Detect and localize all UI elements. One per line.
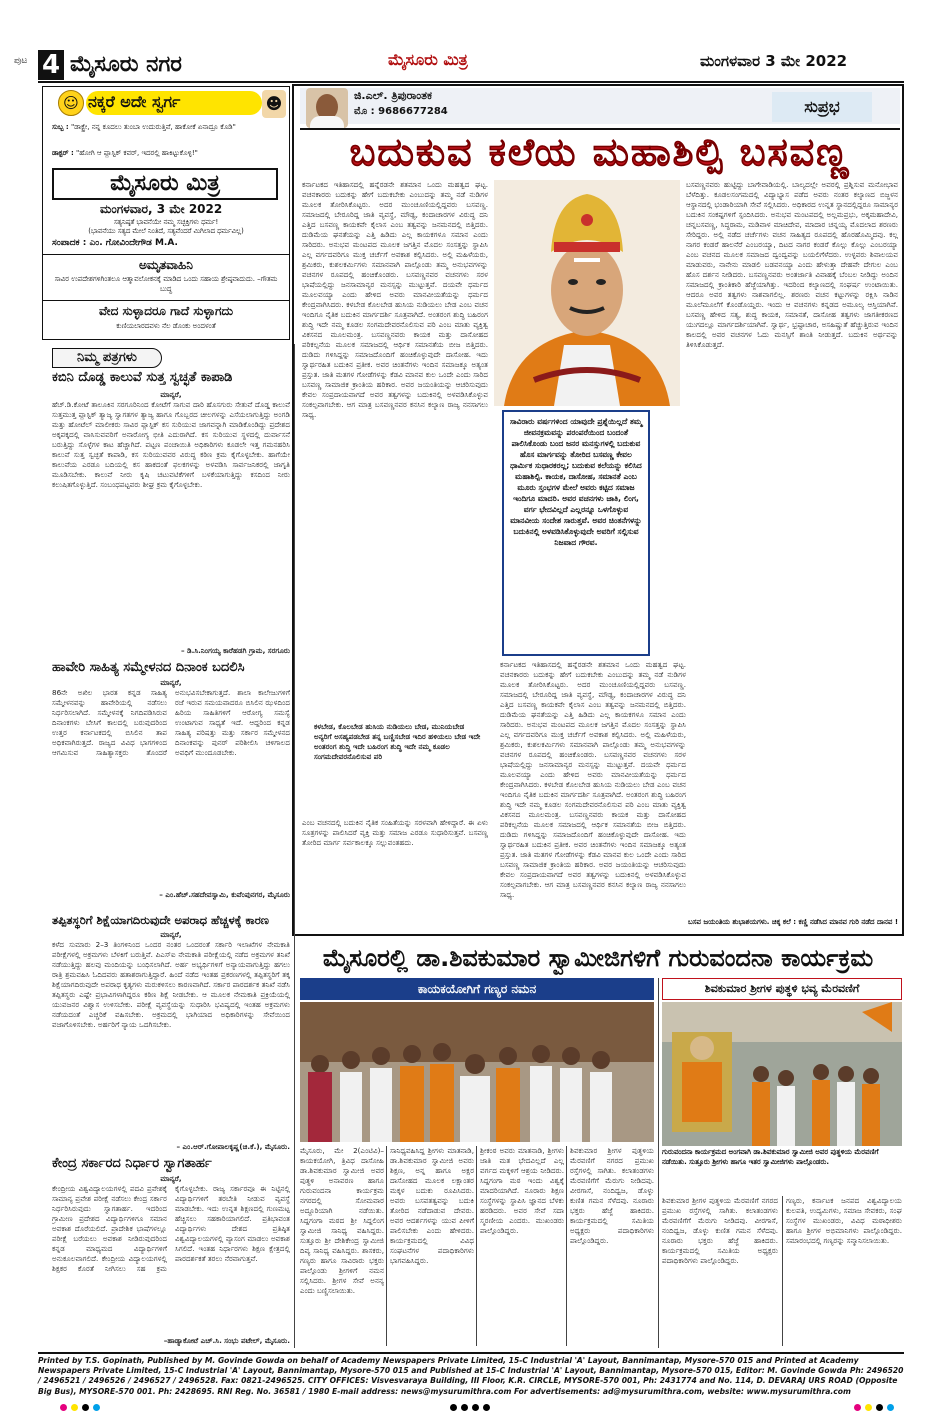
letter-4-sign: –ಹಾಡ್ಯಾಕೋಟೆ ಎಚ್.ಸಿ. ಸಂಭು ಪಟೇಲ್, ಮೈಸೂರು. bbox=[163, 1336, 290, 1345]
black-dot bbox=[876, 1404, 883, 1411]
letter-4-salute: ಮಾನ್ಯರೆ, bbox=[160, 1174, 182, 1183]
pull-quote: ಸಾವಿರಾರು ವರ್ಷಗಳಿಂದ ಯಾವುದೇ ಪ್ರಶ್ನೆಯಿಲ್ಲದೆ ತಮ್ಮ ಜೀವನಕ್ರಮವನ್ನು ಪರಂಪರೆಯಿಂದ ಬಂದಂತೆ ಪಾಲಿಸಿಕೊಂಡು ಬಂದ ಜನರ ಮನಸ್ಸುಗಳಲ್ಲಿ ಬದುಕುವ ಹೊಸ ಮಾರ್ಗವನ್ನು ತೋರಿದ ಬಸವಣ್ಣ ಕೇವಲ ಧಾರ್ಮಿಕ ಸುಧಾರಕರಲ್ಲ; ಬದುಕುವ ಕಲೆಯನ್ನು ಕಲಿಸಿದ ಮಹಾಶಿಲ್ಪಿ. ಕಾಯಕ, ದಾಸೋಹ, ಸಮಾನತೆ ಎಂಬ ಮೂರು ಸ್ತಂಭಗಳ ಮೇಲೆ ಅವರು ಕಟ್ಟಿದ ಸಮಾಜ ಇಂದಿಗೂ ಮಾದರಿ. ಅವರ ವಚನಗಳು ಜಾತಿ, ಲಿಂಗ, ವರ್ಗ ಭೇದವಿಲ್ಲದೆ ಎಲ್ಲರನ್ನೂ ಒಳಗೊಳ್ಳುವ ಮಾನವೀಯ ಸಂದೇಶ ಸಾರುತ್ತವೆ. ಅವರ ಚಿಂತನೆಗಳನ್ನು ಬದುಕಿನಲ್ಲಿ ಅಳವಡಿಸಿಕೊಳ್ಳುವುದೇ ಅವರಿಗೆ ಸಲ್ಲಿಸುವ ನಿಜವಾದ ಗೌರವ. bbox=[502, 410, 650, 656]
feature-verse: ಕಳಬೇಡ, ಕೊಲಬೇಡ ಹುಸಿಯ ನುಡಿಯಲು ಬೇಡ, ಮುನಿಯಬೇಡ ಅನ್ಯರಿಗೆ ಅಸಹ್ಯಪಡಬೇಡ ತನ್ನ ಬಣ್ಣಿಸಬೇಡ ಇದಿರ ಹಳಿಯಲು ಬೇಡ ಇದೇ ಅಂತರಂಗ ಶುದ್ಧಿ ಇದೇ ಬಹಿರಂಗ ಶುದ್ಧಿ ಇದೇ ನಮ್ಮ ಕೂಡಲ ಸಂಗಮದೇವರನೊಲಿಸುವ ಪರಿ bbox=[314, 722, 481, 761]
photo2-title: ಶಿವಕುಮಾರ ಶ್ರೀಗಳ ಪುತ್ಥಳಿ ಭವ್ಯ ಮೆರವಣಿಗೆ bbox=[662, 978, 902, 1000]
cartoon-icon: ☻ bbox=[262, 90, 286, 118]
news-strap: ಕಾಯಕಯೋಗಿಗೆ ಗಣ್ಯರ ನಮನ bbox=[300, 978, 654, 1000]
letters-badge: ನಿಮ್ಮ ಪತ್ರಗಳು bbox=[52, 348, 162, 368]
letter-1-salute: ಮಾನ್ಯರೆ, bbox=[160, 390, 182, 399]
joke-q2-text: "ಹೋಗಿ ಆ ಪ್ಲಾಸ್ಟಿಕ್ ಕವರ್, ಇದರಲ್ಲಿ ಹಾಕಿಟ್ಟುಕೊಳ್ಳಿ!" bbox=[76, 149, 198, 157]
letter-3-title: ತಪ್ಪಿತಸ್ಥರಿಗೆ ಶಿಕ್ಷೆಯಾಗದಿರುವುದೇ ಅಪರಾಧ ಹೆಚ್ಚಳಕ್ಕೆ ಕಾರಣ bbox=[52, 913, 269, 927]
editor-line: ಸಂಪಾದಕ : ಎಂ. ಗೋವಿಂದೇಗೌಡ M.A. bbox=[52, 238, 178, 248]
smiley-icon: ☺ bbox=[58, 90, 84, 116]
joke-q2-label: ಡಾಕ್ಟರ್ : bbox=[52, 149, 74, 157]
black-dot bbox=[472, 1404, 479, 1411]
feature-col-1-cont: ಎಂಬ ವಚನದಲ್ಲಿ ಬದುಕಿನ ನೈತಿಕ ಸಂಹಿತೆಯನ್ನು ಸರಳವಾಗಿ ಹೇಳಿದ್ದಾರೆ. ಈ ಏಳು ಸೂತ್ರಗಳನ್ನು ಪಾಲಿಸಿದರೆ ವ್ಯಕ್ತಿ ಮತ್ತು ಸಮಾಜ ಎರಡೂ ಸುಧಾರಿಸುತ್ತವೆ. ಬಸವಣ್ಣ ತೋರಿದ ಮಾರ್ಗ ಸರ್ವಕಾಲಕ್ಕೂ ಸಲ್ಲುವಂತಹದು. bbox=[302, 818, 488, 847]
news-body-3: ಶ್ರೀಕಂಠ ಅವರು ಮಾತನಾಡಿ, ಶ್ರೀಗಳು ಜಾತಿ ಮತ ಭೇದವಿಲ್ಲದೆ ಎಲ್ಲ ವರ್ಗದ ಮಕ್ಕಳಿಗೆ ಆಶ್ರಯ ನೀಡಿದರು. ಸಿದ್ದಗಂಗಾ ಮಠ ಇಂದು ವಿಶ್ವಕ್ಕೆ ಮಾದರಿಯಾಗಿದೆ. ನೂರಾರು ಶಿಕ್ಷಣ ಸಂಸ್ಥೆಗಳನ್ನು ಸ್ಥಾಪಿಸಿ ಜ್ಞಾನದ ಬೆಳಕು ಹರಡಿದರು. ಅವರ ಸೇವೆ ಸದಾ ಸ್ಮರಣೀಯ ಎಂದರು. ಮುಖಂಡರು ಪಾಲ್ಗೊಂಡಿದ್ದರು. bbox=[480, 1146, 564, 1235]
feature-title: ಬದುಕುವ ಕಲೆಯ ಮಹಾಶಿಲ್ಪಿ ಬಸವಣ್ಣ bbox=[349, 130, 851, 174]
yellow-dot bbox=[71, 1404, 78, 1411]
letter-4-body: ಕೇಂದ್ರೀಯ ವಿಶ್ವವಿದ್ಯಾಲಯಗಳಲ್ಲಿ ಪದವಿ ಪ್ರವೇಶಕ್ಕೆ ಸಾಮಾನ್ಯ ಪ್ರವೇಶ ಪರೀಕ್ಷೆ ನಡೆಸಲು ಕೇಂದ್ರ ಸರ್ಕಾರ ನಿರ್ಧರಿಸಿರುವುದು ಸ್ವಾಗತಾರ್ಹ. ಇದರಿಂದ ಗ್ರಾಮೀಣ ಪ್ರದೇಶದ ವಿದ್ಯಾರ್ಥಿಗಳಿಗೂ ಸಮಾನ ಅವಕಾಶ ದೊರೆಯಲಿದೆ. ಪ್ರಾದೇಶಿಕ ಭಾಷೆಗಳಲ್ಲೂ ಪರೀಕ್ಷೆ ಬರೆಯಲು ಅವಕಾಶ ನೀಡಿರುವುದರಿಂದ ಕನ್ನಡ ಮಾಧ್ಯಮದ ವಿದ್ಯಾರ್ಥಿಗಳಿಗೆ ಅನುಕೂಲವಾಗಲಿದೆ. ಕೇಂದ್ರೀಯ ವಿದ್ಯಾಲಯಗಳಲ್ಲಿ ಶಿಕ್ಷಕರ ಕೊರತೆ ನೀಗಿಸಲು ಸಹ ಕ್ರಮ ಕೈಗೊಳ್ಳಬೇಕು. ರಾಜ್ಯ ಸರ್ಕಾರವೂ ಈ ನಿಟ್ಟಿನಲ್ಲಿ ವಿದ್ಯಾರ್ಥಿಗಳಿಗೆ ತರಬೇತಿ ನೀಡುವ ವ್ಯವಸ್ಥೆ ಮಾಡಬೇಕು. ಇದು ಉನ್ನತ ಶಿಕ್ಷಣದಲ್ಲಿ ಗುಣಮಟ್ಟ ಹೆಚ್ಚಿಸಲು ಸಹಕಾರಿಯಾಗಲಿದೆ. ಪ್ರತಿಭಾವಂತ ವಿದ್ಯಾರ್ಥಿಗಳು ದೇಶದ ಪ್ರತಿಷ್ಠಿತ ವಿಶ್ವವಿದ್ಯಾಲಯಗಳಲ್ಲಿ ವ್ಯಾಸಂಗ ಮಾಡಲು ಅವಕಾಶ ಸಿಗಲಿದೆ. ಇಂತಹ ನಿರ್ಧಾರಗಳು ಶಿಕ್ಷಣ ಕ್ಷೇತ್ರದಲ್ಲಿ ಪಾರದರ್ಶಕತೆ ತರಲು ನೆರವಾಗುತ್ತವೆ. bbox=[52, 1184, 290, 1273]
letter-1-sign: – ಡಿ.ಸಿ.ನಿಂಗಯ್ಯ ಕಾರೆಹಡಗಿ ಗ್ರಾಮ, ಸರಗೂರು bbox=[180, 646, 290, 655]
column-divider bbox=[294, 344, 295, 1348]
column-divider bbox=[386, 1146, 387, 1346]
joke-q1-label: ಸುಬ್ಬ : bbox=[52, 123, 69, 131]
basavanna-portrait bbox=[494, 180, 680, 406]
motto-line-1: ಸತ್ಯನಿಷ್ಠತೆ ಭಾವನೆಯೇ ನಮ್ಮ ಸಚ್ಛಕ್ತಿಗಳು ಧರ್ಮ! bbox=[113, 218, 219, 226]
magenta-dot bbox=[854, 1404, 861, 1411]
veda-title: ವೇದ ಸುಳ್ಳಾದರೂ ಗಾದೆ ಸುಳ್ಳಾಗದು bbox=[98, 304, 234, 318]
header-date: ಮಂಗಳವಾರ 3 ಮೇ 2022 bbox=[700, 52, 848, 70]
mysuru-mithra-logo: ಮೈಸೂರು ಮಿತ್ರ bbox=[52, 168, 278, 200]
motto-line-2: (ಭಾವನೆಯು ಸತ್ಯದ ಮೇಲೆ ನಿಂತಿದೆ, ಸತ್ಯವೆಂದರೆ ಮಿಗಿಲಾದ ಧರ್ಮವಿಲ್ಲ) bbox=[88, 227, 244, 235]
cyan-dot bbox=[93, 1404, 100, 1411]
joke-q1 bbox=[52, 122, 286, 132]
amrita-title: ಅಮೃತವಾಹಿನಿ bbox=[139, 258, 193, 272]
footer-imprint: Printed by T.S. Gopinath, Published by M. Govinde Gowda on behalf of Academy Newspapers Private Limited, 15-C Industrial 'A' Layout, Bannimantap, Mysore-570 015 and Printed at Academy Newspapers Private Limited, 15-C Industrial 'A' Layout, Bannimantap, Mysore-570 015 and Published at 15-C Industrial 'A' Layout, Bannimantap, Mysore-570 015, Editor: M. Govinde Gowda Ph: 2496520 / 2496521 / 2496526 / 2496527 / 2496528. Fax: 0821-2496525. CITY OFFICES: Visvesvaraya Building, III Floor, K.R. CIRCLE, MYSORE-570 001, Ph: 2431774 and No. 114, D. DEVARAJ URS ROAD (Opposite Big Bus), MYSORE-570 001. Ph: 2428695. RNI Reg. No. 36581 / 1980 E-mail address: news@mysurumithra.com For advertisements: ad@mysurumithra.com, website: www.mysurumithra.com bbox=[38, 1356, 904, 1396]
yellow-dot bbox=[865, 1404, 872, 1411]
nakkare-title: ನಕ್ಕರೆ ಅದೇ ಸ್ವರ್ಗ bbox=[88, 92, 181, 111]
black-dot bbox=[483, 1404, 490, 1411]
page-number: 4 bbox=[38, 50, 64, 80]
magenta-dot bbox=[60, 1404, 67, 1411]
page-label: ಪುಟ bbox=[14, 56, 28, 66]
column-divider bbox=[658, 978, 659, 1348]
author-photo bbox=[306, 88, 348, 128]
news-body-2: ಸಾನಿಧ್ಯವಹಿಸಿದ್ದ ಶ್ರೀಗಳು ಮಾತನಾಡಿ, ಡಾ.ಶಿವಕುಮಾರ ಸ್ವಾಮೀಜಿ ಅವರು ಶಿಕ್ಷಣ, ಅನ್ನ ಹಾಗೂ ಅಕ್ಷರ ದಾಸೋಹದ ಮೂಲಕ ಲಕ್ಷಾಂತರ ಮಕ್ಕಳ ಬದುಕು ರೂಪಿಸಿದರು. ಅವರು ಬಸವತತ್ವವನ್ನು ಬದುಕಿ ತೋರಿದ ನಡೆದಾಡುವ ದೇವರು. ಅವರ ಆದರ್ಶಗಳನ್ನು ಯುವ ಪೀಳಿಗೆ ಪಾಲಿಸಬೇಕು ಎಂದು ಹೇಳಿದರು. ಕಾರ್ಯಕ್ರಮದಲ್ಲಿ ವಿವಿಧ ಸಂಘಟನೆಗಳ ಪದಾಧಿಕಾರಿಗಳು ಭಾಗವಹಿಸಿದ್ದರು. bbox=[390, 1146, 474, 1265]
veda-text: ಕುಣಿಯಲಾರದವಳು ನೆಲ ಡೊಂಕು ಅಂದಳಂತೆ bbox=[116, 322, 216, 330]
letter-2-body: 86ನೇ ಅಖಿಲ ಭಾರತ ಕನ್ನಡ ಸಾಹಿತ್ಯ ಸಮ್ಮೇಳನವನ್ನು ಹಾವೇರಿಯಲ್ಲಿ ನಡೆಸಲು ನಿರ್ಧರಿಸಲಾಗಿದೆ. ಸಮ್ಮೇಳನಕ್ಕೆ ನಿಗದಿಪಡಿಸಿರುವ ದಿನಾಂಕಗಳು ಬೇಸಿಗೆ ಕಾಲದಲ್ಲಿ ಬರುವುದರಿಂದ ಉತ್ತರ ಕರ್ನಾಟಕದಲ್ಲಿ ಬಿಸಿಲಿನ ತಾಪ ಅಧಿಕವಾಗಿರುತ್ತದೆ. ರಾಜ್ಯದ ವಿವಿಧ ಭಾಗಗಳಿಂದ ಆಗಮಿಸುವ ಸಾಹಿತ್ಯಾಸಕ್ತರು ತೊಂದರೆ ಅನುಭವಿಸಬೇಕಾಗುತ್ತದೆ. ಶಾಲಾ ಕಾಲೇಜುಗಳಿಗೆ ರಜೆ ಇರುವ ಸಮಯವಾದರೂ ಬಿಸಿಲಿನ ಝಳದಿಂದ ಹಿರಿಯ ಸಾಹಿತಿಗಳಿಗೆ ಆರೋಗ್ಯ ಸಮಸ್ಯೆ ಉಂಟಾಗುವ ಸಾಧ್ಯತೆ ಇದೆ. ಆದ್ದರಿಂದ ಕನ್ನಡ ಸಾಹಿತ್ಯ ಪರಿಷತ್ತು ಮತ್ತು ಸರ್ಕಾರ ಸಮ್ಮೇಳನದ ದಿನಾಂಕವನ್ನು ಪುನರ್ ಪರಿಶೀಲಿಸಿ ಚಳಿಗಾಲದ ಅವಧಿಗೆ ಮುಂದೂಡಬೇಕು. bbox=[52, 688, 290, 757]
news-body-6: ಗಣ್ಯರು, ಕರ್ನಾಟಕ ಜನಪದ ವಿಶ್ವವಿದ್ಯಾಲಯ ಕುಲಪತಿ, ಉದ್ಯಮಿಗಳು, ಸಮಾಜ ಸೇವಕರು, ಸಂಘ ಸಂಸ್ಥೆಗಳ ಮುಖಂಡರು, ವಿವಿಧ ಮಠಾಧೀಶರು ಹಾಗೂ ಶ್ರೀಗಳ ಅಭಿಮಾನಿಗಳು ಪಾಲ್ಗೊಂಡಿದ್ದರು. ಸಮಾರಂಭದಲ್ಲಿ ಗಣ್ಯರನ್ನು ಸನ್ಮಾನಿಸಲಾಯಿತು. bbox=[786, 1196, 902, 1245]
joke-q1-text: "ಡಾಕ್ಟ್ರೇ, ನನ್ನ ಕೂದಲು ತುಂಬಾ ಉದುರುತ್ತಿವೆ, ಹಾಕೋಕೆ ಏನಾದ್ರೂ ಕೊಡಿ" bbox=[70, 123, 236, 131]
feature-col-2-cont: ಕರ್ನಾಟಕದ ಇತಿಹಾಸದಲ್ಲಿ ಹನ್ನೆರಡನೇ ಶತಮಾನ ಒಂದು ಮಹತ್ವದ ಘಟ್ಟ. ವಚನಕಾರರು ಬದುಕನ್ನು ಹೇಗೆ ಬದುಕಬೇಕು ಎಂಬುದನ್ನು ತಮ್ಮ ನಡೆ ನುಡಿಗಳ ಮೂಲಕ ತೋರಿಸಿಕೊಟ್ಟರು. ಅದರ ಮುಂಚೂಣಿಯಲ್ಲಿದ್ದವರು ಬಸವಣ್ಣ. ಸಮಾಜದಲ್ಲಿ ಬೇರೂರಿದ್ದ ಜಾತಿ ವ್ಯವಸ್ಥೆ, ಮೌಢ್ಯ, ಕಂದಾಚಾರಗಳ ವಿರುದ್ಧ ದನಿ ಎತ್ತಿದ ಬಸವಣ್ಣ ಕಾಯಕವೇ ಕೈಲಾಸ ಎಂಬ ತತ್ವವನ್ನು ಜನಮನದಲ್ಲಿ ಬಿತ್ತಿದರು. ದುಡಿಮೆಯ ಘನತೆಯನ್ನು ಎತ್ತಿ ಹಿಡಿದು ಎಲ್ಲ ಕಾಯಕಗಳೂ ಸಮಾನ ಎಂದು ಸಾರಿದರು. ಅನುಭವ ಮಂಟಪದ ಮೂಲಕ ಜಗತ್ತಿನ ಮೊದಲ ಸಂಸತ್ತನ್ನು ಸ್ಥಾಪಿಸಿ ಎಲ್ಲ ವರ್ಗದವರಿಗೂ ಮುಕ್ತ ಚರ್ಚೆಗೆ ಅವಕಾಶ ಕಲ್ಪಿಸಿದರು. ಅಲ್ಲಿ ಮಹಿಳೆಯರು, ಶ್ರಮಿಕರು, ಕುಶಲಕರ್ಮಿಗಳು ಸಮಾನವಾಗಿ ಪಾಲ್ಗೊಂಡು ತಮ್ಮ ಅನುಭವಗಳನ್ನು ವಚನಗಳ ರೂಪದಲ್ಲಿ ಹಂಚಿಕೊಂಡರು. ಬಸವಣ್ಣನವರ ವಚನಗಳು ಸರಳ ಭಾಷೆಯಲ್ಲಿದ್ದು ಜನಸಾಮಾನ್ಯರ ಮನಸ್ಸನ್ನು ಮುಟ್ಟುತ್ತವೆ. ದಯವೇ ಧರ್ಮದ ಮೂಲವಯ್ಯಾ ಎಂದು ಹೇಳಿದ ಅವರು ಮಾನವೀಯತೆಯನ್ನು ಧರ್ಮದ ಕೇಂದ್ರವಾಗಿಸಿದರು. ಕಳಬೇಡ ಕೊಲಬೇಡ ಹುಸಿಯ ನುಡಿಯಲು ಬೇಡ ಎಂಬ ವಚನ ಇಂದಿಗೂ ನೈತಿಕ ಬದುಕಿನ ಮಾರ್ಗದರ್ಶಿ ಸೂತ್ರವಾಗಿದೆ. ಅಂತರಂಗ ಶುದ್ಧಿ ಬಹಿರಂಗ ಶುದ್ಧಿ ಇದೇ ನಮ್ಮ ಕೂಡಲ ಸಂಗಮದೇವರನೊಲಿಸುವ ಪರಿ ಎಂಬ ಮಾತು ವ್ಯಕ್ತಿತ್ವ ವಿಕಸನದ ಮೂಲಮಂತ್ರ. ಬಸವಣ್ಣನವರು ಕಾಯಕ ಮತ್ತು ದಾಸೋಹದ ಪರಿಕಲ್ಪನೆಯ ಮೂಲಕ ಸಮಾಜದಲ್ಲಿ ಆರ್ಥಿಕ ಸಮಾನತೆಯ ಬೀಜ ಬಿತ್ತಿದರು. ದುಡಿದು ಗಳಿಸಿದ್ದನ್ನು ಸಮಾಜದೊಂದಿಗೆ ಹಂಚಿಕೊಳ್ಳುವುದೇ ದಾಸೋಹ. ಇದು ಸ್ವಾರ್ಥರಹಿತ ಬದುಕಿನ ಪ್ರತೀಕ. ಅವರ ಚಿಂತನೆಗಳು ಇಂದಿನ ಸಮಾಜಕ್ಕೂ ಅತ್ಯಂತ ಪ್ರಸ್ತುತ. ಜಾತಿ ಮತಗಳ ಗೋಡೆಗಳನ್ನು ಕೆಡವಿ ಮಾನವ ಕುಲ ಒಂದೇ ಎಂದು ಸಾರಿದ ಬಸವಣ್ಣ ಸಾಮಾಜಿಕ ಕ್ರಾಂತಿಯ ಹರಿಕಾರ. ಅವರ ಜಯಂತಿಯನ್ನು ಆಚರಿಸುವುದು ಕೇವಲ ಸಂಪ್ರದಾಯವಾಗದೆ ಅವರ ತತ್ವಗಳನ್ನು ಬದುಕಿನಲ್ಲಿ ಅಳವಡಿಸಿಕೊಳ್ಳುವ ಸಂಕಲ್ಪವಾಗಬೇಕು. ಆಗ ಮಾತ್ರ ಬಸವಣ್ಣನವರ ಕನಸಿನ ಕಲ್ಯಾಣ ರಾಜ್ಯ ನನಸಾಗಲು ಸಾಧ್ಯ. bbox=[500, 660, 686, 899]
registration-marks-center bbox=[450, 1404, 490, 1411]
feature-signoff: ಬಸವ ಜಯಂತಿಯ ಶುಭಾಶಯಗಳು. ಚಿಕ್ಕ ಕಲೆ : ಕಣ್ಣಿ ನಡೆಸಿದ ಮಾನವ ಗುರಿ ನಡೆದ ದಾನವ ! bbox=[688, 918, 899, 926]
news-photo-1 bbox=[300, 1002, 654, 1142]
news-body-1: ಮೈಸೂರು, ಮೇ 2(ಎಂಟಿವಿ)– ಕಾಯಕಯೋಗಿ, ತ್ರಿವಿಧ ದಾಸೋಹಿ ಡಾ.ಶಿವಕುಮಾರ ಸ್ವಾಮೀಜಿ ಅವರ ಪುತ್ಥಳಿ ಅನಾವರಣ ಹಾಗೂ ಗುರುವಂದನಾ ಕಾರ್ಯಕ್ರಮ ನಗರದಲ್ಲಿ ಸೋಮವಾರ ಅದ್ದೂರಿಯಾಗಿ ನಡೆಯಿತು. ಸಿದ್ದಗಂಗಾ ಮಠದ ಶ್ರೀ ಸಿದ್ದಲಿಂಗ ಸ್ವಾಮೀಜಿ ಸಾನಿಧ್ಯ ವಹಿಸಿದ್ದರು. ಸುತ್ತೂರು ಶ್ರೀ ದೇಶಿಕೇಂದ್ರ ಸ್ವಾಮೀಜಿ ದಿವ್ಯ ಸಾನಿಧ್ಯ ವಹಿಸಿದ್ದರು. ಶಾಸಕರು, ಗಣ್ಯರು ಹಾಗೂ ಸಾವಿರಾರು ಭಕ್ತರು ಪಾಲ್ಗೊಂಡು ಶ್ರೀಗಳಿಗೆ ನಮನ ಸಲ್ಲಿಸಿದರು. ಶ್ರೀಗಳ ಸೇವೆ ಅನನ್ಯ ಎಂದು ಬಣ್ಣಿಸಲಾಯಿತು. bbox=[300, 1146, 384, 1295]
footer-rule bbox=[38, 1352, 904, 1354]
column-divider bbox=[782, 1196, 783, 1346]
feature-col-1: ಕರ್ನಾಟಕದ ಇತಿಹಾಸದಲ್ಲಿ ಹನ್ನೆರಡನೇ ಶತಮಾನ ಒಂದು ಮಹತ್ವದ ಘಟ್ಟ. ವಚನಕಾರರು ಬದುಕನ್ನು ಹೇಗೆ ಬದುಕಬೇಕು ಎಂಬುದನ್ನು ತಮ್ಮ ನಡೆ ನುಡಿಗಳ ಮೂಲಕ ತೋರಿಸಿಕೊಟ್ಟರು. ಅದರ ಮುಂಚೂಣಿಯಲ್ಲಿದ್ದವರು ಬಸವಣ್ಣ. ಸಮಾಜದಲ್ಲಿ ಬೇರೂರಿದ್ದ ಜಾತಿ ವ್ಯವಸ್ಥೆ, ಮೌಢ್ಯ, ಕಂದಾಚಾರಗಳ ವಿರುದ್ಧ ದನಿ ಎತ್ತಿದ ಬಸವಣ್ಣ ಕಾಯಕವೇ ಕೈಲಾಸ ಎಂಬ ತತ್ವವನ್ನು ಜನಮನದಲ್ಲಿ ಬಿತ್ತಿದರು. ದುಡಿಮೆಯ ಘನತೆಯನ್ನು ಎತ್ತಿ ಹಿಡಿದು ಎಲ್ಲ ಕಾಯಕಗಳೂ ಸಮಾನ ಎಂದು ಸಾರಿದರು. ಅನುಭವ ಮಂಟಪದ ಮೂಲಕ ಜಗತ್ತಿನ ಮೊದಲ ಸಂಸತ್ತನ್ನು ಸ್ಥಾಪಿಸಿ ಎಲ್ಲ ವರ್ಗದವರಿಗೂ ಮುಕ್ತ ಚರ್ಚೆಗೆ ಅವಕಾಶ ಕಲ್ಪಿಸಿದರು. ಅಲ್ಲಿ ಮಹಿಳೆಯರು, ಶ್ರಮಿಕರು, ಕುಶಲಕರ್ಮಿಗಳು ಸಮಾನವಾಗಿ ಪಾಲ್ಗೊಂಡು ತಮ್ಮ ಅನುಭವಗಳನ್ನು ವಚನಗಳ ರೂಪದಲ್ಲಿ ಹಂಚಿಕೊಂಡರು. ಬಸವಣ್ಣನವರ ವಚನಗಳು ಸರಳ ಭಾಷೆಯಲ್ಲಿದ್ದು ಜನಸಾಮಾನ್ಯರ ಮನಸ್ಸನ್ನು ಮುಟ್ಟುತ್ತವೆ. ದಯವೇ ಧರ್ಮದ ಮೂಲವಯ್ಯಾ ಎಂದು ಹೇಳಿದ ಅವರು ಮಾನವೀಯತೆಯನ್ನು ಧರ್ಮದ ಕೇಂದ್ರವಾಗಿಸಿದರು. ಕಳಬೇಡ ಕೊಲಬೇಡ ಹುಸಿಯ ನುಡಿಯಲು ಬೇಡ ಎಂಬ ವಚನ ಇಂದಿಗೂ ನೈತಿಕ ಬದುಕಿನ ಮಾರ್ಗದರ್ಶಿ ಸೂತ್ರವಾಗಿದೆ. ಅಂತರಂಗ ಶುದ್ಧಿ ಬಹಿರಂಗ ಶುದ್ಧಿ ಇದೇ ನಮ್ಮ ಕೂಡಲ ಸಂಗಮದೇವರನೊಲಿಸುವ ಪರಿ ಎಂಬ ಮಾತು ವ್ಯಕ್ತಿತ್ವ ವಿಕಸನದ ಮೂಲಮಂತ್ರ. ಬಸವಣ್ಣನವರು ಕಾಯಕ ಮತ್ತು ದಾಸೋಹದ ಪರಿಕಲ್ಪನೆಯ ಮೂಲಕ ಸಮಾಜದಲ್ಲಿ ಆರ್ಥಿಕ ಸಮಾನತೆಯ ಬೀಜ ಬಿತ್ತಿದರು. ದುಡಿದು ಗಳಿಸಿದ್ದನ್ನು ಸಮಾಜದೊಂದಿಗೆ ಹಂಚಿಕೊಳ್ಳುವುದೇ ದಾಸೋಹ. ಇದು ಸ್ವಾರ್ಥರಹಿತ ಬದುಕಿನ ಪ್ರತೀಕ. ಅವರ ಚಿಂತನೆಗಳು ಇಂದಿನ ಸಮಾಜಕ್ಕೂ ಅತ್ಯಂತ ಪ್ರಸ್ತುತ. ಜಾತಿ ಮತಗಳ ಗೋಡೆಗಳನ್ನು ಕೆಡವಿ ಮಾನವ ಕುಲ ಒಂದೇ ಎಂದು ಸಾರಿದ ಬಸವಣ್ಣ ಸಾಮಾಜಿಕ ಕ್ರಾಂತಿಯ ಹರಿಕಾರ. ಅವರ ಜಯಂತಿಯನ್ನು ಆಚರಿಸುವುದು ಕೇವಲ ಸಂಪ್ರದಾಯವಾಗದೆ ಅವರ ತತ್ವಗಳನ್ನು ಬದುಕಿನಲ್ಲಿ ಅಳವಡಿಸಿಕೊಳ್ಳುವ ಸಂಕಲ್ಪವಾಗಬೇಕು. ಆಗ ಮಾತ್ರ ಬಸವಣ್ಣನವರ ಕನಸಿನ ಕಲ್ಯಾಣ ರಾಜ್ಯ ನನಸಾಗಲು ಸಾಧ್ಯ. bbox=[302, 180, 488, 419]
news-body-5: ಶಿವಕುಮಾರ ಶ್ರೀಗಳ ಪುತ್ಥಳಿಯ ಮೆರವಣಿಗೆ ನಗರದ ಪ್ರಮುಖ ರಸ್ತೆಗಳಲ್ಲಿ ಸಾಗಿತು. ಕಲಾತಂಡಗಳು ಮೆರವಣಿಗೆಗೆ ಮೆರುಗು ನೀಡಿದವು. ವೀರಗಾಸೆ, ನಂದಿಧ್ವಜ, ಡೊಳ್ಳು ಕುಣಿತ ಗಮನ ಸೆಳೆದವು. ನೂರಾರು ಭಕ್ತರು ಹೆಜ್ಜೆ ಹಾಕಿದರು. ಕಾರ್ಯಕ್ರಮದಲ್ಲಿ ಸಮಿತಿಯ ಅಧ್ಯಕ್ಷರು ಪದಾಧಿಕಾರಿಗಳು ಪಾಲ್ಗೊಂಡಿದ್ದರು. bbox=[662, 1196, 778, 1265]
letter-2-title: ಹಾವೇರಿ ಸಾಹಿತ್ಯ ಸಮ್ಮೇಳನದ ದಿನಾಂಕ ಬದಲಿಸಿ bbox=[52, 660, 245, 675]
amrita-text: ಸಾವಿರ ಉಪದೇಶಗಳಿಗಿಂತಲೂ ಆತ್ಮಾವಲೋಕನಕ್ಕೆ ಮಾಡಿದ ಒಂದು ಸಹಾಯ ಶ್ರೇಷ್ಠವಾದುದು. –ಗೌತಮ ಬುದ್ಧ bbox=[54, 275, 278, 293]
letter-4-title: ಕೇಂದ್ರ ಸರ್ಕಾರದ ನಿರ್ಧಾರ ಸ್ವಾಗತಾರ್ಹ bbox=[52, 1156, 212, 1171]
registration-marks-right bbox=[854, 1404, 894, 1411]
news-body-4: ಶಿವಕುಮಾರ ಶ್ರೀಗಳ ಪುತ್ಥಳಿಯ ಮೆರವಣಿಗೆ ನಗರದ ಪ್ರಮುಖ ರಸ್ತೆಗಳಲ್ಲಿ ಸಾಗಿತು. ಕಲಾತಂಡಗಳು ಮೆರವಣಿಗೆಗೆ ಮೆರುಗು ನೀಡಿದವು. ವೀರಗಾಸೆ, ನಂದಿಧ್ವಜ, ಡೊಳ್ಳು ಕುಣಿತ ಗಮನ ಸೆಳೆದವು. ನೂರಾರು ಭಕ್ತರು ಹೆಜ್ಜೆ ಹಾಕಿದರು. ಕಾರ್ಯಕ್ರಮದಲ್ಲಿ ಸಮಿತಿಯ ಅಧ್ಯಕ್ಷರು ಪದಾಧಿಕಾರಿಗಳು ಪಾಲ್ಗೊಂಡಿದ್ದರು. bbox=[570, 1146, 654, 1245]
letter-1-body: ಹೆಚ್.ಡಿ.ಕೋಟೆ ತಾಲೂಕಿನ ಸರಗೂರಿನಿಂದ ಕೋಟೆಗೆ ಸಾಗುವ ದಾರಿ ಹೊಸಗುರು ಸೇತುವೆ ದೊಡ್ಡ ಕಾಲುವೆ ಸುತ್ತಮುತ್ತ ಪ್ಲಾಸ್ಟಿಕ್ ತ್ಯಾಜ್ಯ ಸ್ವಾಗತಗಳ ತ್ಯಾಜ್ಯ ಹಾಗೂ ಗೊಬ್ಬರದ ಚೀಲಗಳನ್ನು ಎಸೆಯಲಾಗುತ್ತಿದ್ದು ಅಂಗಡಿ ಮತ್ತು ಹೋಟೆಲ್ ಮಾಲೀಕರು ಸಾವಿರ ಪ್ಲಾಸ್ಟಿಕ್ ಕಸ ಸುರಿಯುವ ಜಾಗವನ್ನಾಗಿ ಮಾಡಿಕೊಂಡಿದ್ದು ಪ್ರದೇಶದ ಅಕ್ಕಪಕ್ಕದಲ್ಲಿ ವಾಸಿಸುವವರಿಗೆ ಅನಾರೋಗ್ಯ ಭೀತಿ ಎದುರಾಗಿದೆ. ಕಸ ಸುರಿಯುವ ಸ್ಥಳದಲ್ಲಿ ದುರ್ವಾಸನೆ ಬರುತ್ತಿದ್ದು ಸೊಳ್ಳೆಗಳ ಕಾಟ ಹೆಚ್ಚಾಗಿದೆ. ಪಟ್ಟಣ ಪಂಚಾಯಿತಿ ಅಧಿಕಾರಿಗಳು ಕೂಡಲೇ ಇತ್ತ ಗಮನಹರಿಸಿ ಕಾಲುವೆ ಸುತ್ತ ಸ್ವಚ್ಛತೆ ಕಾಪಾಡಿ, ಕಸ ಸುರಿಯುವವರ ವಿರುದ್ಧ ಕಠಿಣ ಕ್ರಮ ಕೈಗೊಳ್ಳಬೇಕು. ಹಾಗೆಯೇ ಕಾಲುವೆಯ ಎರಡೂ ಬದಿಯಲ್ಲಿ ಕಸ ಹಾಕದಂತೆ ಫಲಕಗಳನ್ನು ಅಳವಡಿಸಿ ಸಾರ್ವಜನಿಕರಲ್ಲಿ ಜಾಗೃತಿ ಮೂಡಿಸಬೇಕು. ಕಾಲುವೆ ನೀರು ಕೃಷಿ ಚಟುವಟಿಕೆಗಳಿಗೆ ಬಳಕೆಯಾಗುತ್ತಿದ್ದು ಕಸದಿಂದ ನೀರು ಕಲುಷಿತಗೊಳ್ಳುತ್ತಿದೆ. ಸಂಬಂಧಪಟ್ಟವರು ಶೀಘ್ರ ಕ್ರಮ ಕೈಗೊಳ್ಳಬೇಕು. bbox=[52, 400, 290, 489]
column-divider bbox=[566, 1146, 567, 1346]
column-name: ಸುಪ್ರಭ bbox=[772, 92, 872, 122]
black-dot bbox=[461, 1404, 468, 1411]
author-name: ಜಿ.ಎಲ್. ತ್ರಿಪುರಾಂತಕ bbox=[354, 89, 432, 102]
letter-3-salute: ಮಾನ್ಯರೆ, bbox=[160, 930, 182, 939]
letter-1-title: ಕಬಿನಿ ದೊಡ್ಡ ಕಾಲುವೆ ಸುತ್ತ ಸ್ವಚ್ಛತೆ ಕಾಪಾಡಿ bbox=[52, 370, 233, 385]
masthead-title: ಮೈಸೂರು ಮಿತ್ರ bbox=[388, 50, 468, 69]
letter-2-salute: ಮಾನ್ಯರೆ, bbox=[160, 678, 182, 687]
letter-2-sign: – ಎಂ.ಹೆಚ್.ಸಹದೇವಸ್ವಾಮಿ, ಕುವೆಂಪುನಗರ, ಮೈಸೂರು bbox=[159, 890, 290, 899]
column-divider bbox=[476, 1146, 477, 1346]
registration-marks-left bbox=[60, 1404, 100, 1411]
header-rule bbox=[38, 81, 904, 83]
letter-3-body: ಕಳೆದ ಸುಮಾರು 2–3 ತಿಂಗಳಿನಿಂದ ಒಂದರ ನಂತರ ಒಂದರಂತೆ ಸರ್ಕಾರಿ ಇಲಾಖೆಗಳ ನೇಮಕಾತಿ ಪರೀಕ್ಷೆಗಳಲ್ಲಿ ಅಕ್ರಮಗಳು ಬೆಳಕಿಗೆ ಬರುತ್ತಿವೆ. ಪಿಎಸ್ಐ ನೇಮಕಾತಿ ಪರೀಕ್ಷೆಯಲ್ಲಿ ನಡೆದ ಅಕ್ರಮಗಳ ತನಿಖೆ ನಡೆಯುತ್ತಿದ್ದು ಹಲವು ಮಂದಿಯನ್ನು ಬಂಧಿಸಲಾಗಿದೆ. ಅರ್ಹ ಅಭ್ಯರ್ಥಿಗಳಿಗೆ ಅನ್ಯಾಯವಾಗುತ್ತಿದ್ದು ಹಗಲು ರಾತ್ರಿ ಶ್ರಮವಹಿಸಿ ಓದಿದವರು ಹತಾಶರಾಗುತ್ತಿದ್ದಾರೆ. ಹಿಂದೆ ನಡೆದ ಇಂತಹ ಪ್ರಕರಣಗಳಲ್ಲಿ ತಪ್ಪಿತಸ್ಥರಿಗೆ ತಕ್ಕ ಶಿಕ್ಷೆಯಾಗದಿರುವುದೇ ಅಪರಾಧ ಕೃತ್ಯಗಳು ಮರುಕಳಿಸಲು ಕಾರಣವಾಗಿದೆ. ಸರ್ಕಾರ ಪಾರದರ್ಶಕ ತನಿಖೆ ನಡೆಸಿ ತಪ್ಪಿತಸ್ಥರು ಎಷ್ಟೇ ಪ್ರಭಾವಿಗಳಾಗಿದ್ದರೂ ಕಠಿಣ ಶಿಕ್ಷೆ ನೀಡಬೇಕು. ಆ ಮೂಲಕ ನೇಮಕಾತಿ ಪ್ರಕ್ರಿಯೆಯಲ್ಲಿ ಯುವಜನರ ವಿಶ್ವಾಸ ಉಳಿಸಬೇಕು. ಪರೀಕ್ಷೆ ವ್ಯವಸ್ಥೆಯನ್ನು ಸುಧಾರಿಸಿ ಭವಿಷ್ಯದಲ್ಲಿ ಇಂತಹ ಅಕ್ರಮಗಳು ನಡೆಯದಂತೆ ಎಚ್ಚರಿಕೆ ವಹಿಸಬೇಕು. ಅಕ್ರಮದಲ್ಲಿ ಭಾಗಿಯಾದ ಅಧಿಕಾರಿಗಳನ್ನು ಸೇವೆಯಿಂದ ವಜಾಗೊಳಿಸಬೇಕು. ಅರ್ಹರಿಗೆ ನ್ಯಾಯ ಒದಗಿಸಬೇಕು. bbox=[52, 940, 290, 1029]
masthead-date: ಮಂಗಳವಾರ, 3 ಮೇ 2022 bbox=[100, 202, 223, 216]
section-title: ಮೈಸೂರು ನಗರ bbox=[70, 52, 182, 77]
black-dot bbox=[82, 1404, 89, 1411]
black-dot bbox=[450, 1404, 457, 1411]
feature-col-3: ಬಸವಣ್ಣನವರು ಹುಟ್ಟಿದ್ದು ಬಾಗೇವಾಡಿಯಲ್ಲಿ. ಬಾಲ್ಯದಲ್ಲೇ ಅವರಲ್ಲಿ ಪ್ರಶ್ನಿಸುವ ಮನೋಭಾವ ಬೆಳೆದಿತ್ತು. ಕೂಡಲಸಂಗಮದಲ್ಲಿ ವಿದ್ಯಾಭ್ಯಾಸ ಪಡೆದ ಅವರು ನಂತರ ಕಲ್ಯಾಣದ ಬಿಜ್ಜಳನ ಆಸ್ಥಾನದಲ್ಲಿ ಭಂಡಾರಿಯಾಗಿ ಸೇವೆ ಸಲ್ಲಿಸಿದರು. ಅಧಿಕಾರದ ಉನ್ನತ ಸ್ಥಾನದಲ್ಲಿದ್ದರೂ ಸಾಮಾನ್ಯರ ಬದುಕಿನ ಸಂಕಷ್ಟಗಳಿಗೆ ಸ್ಪಂದಿಸಿದರು. ಅನುಭವ ಮಂಟಪದಲ್ಲಿ ಅಲ್ಲಮಪ್ರಭು, ಅಕ್ಕಮಹಾದೇವಿ, ಚನ್ನಬಸವಣ್ಣ, ಸಿದ್ಧರಾಮ, ಮಡಿವಾಳ ಮಾಚಿದೇವ, ಮಾದಾರ ಚನ್ನಯ್ಯ ಮೊದಲಾದ ಶರಣರು ಸೇರಿದ್ದರು. ಅಲ್ಲಿ ನಡೆದ ಚರ್ಚೆಗಳು ವಚನ ಸಾಹಿತ್ಯದ ರೂಪದಲ್ಲಿ ಹೊರಹೊಮ್ಮಿದವು. ಕಲ್ಲ ನಾಗರ ಕಂಡರೆ ಹಾಲನೆರೆ ಎಂಬರಯ್ಯಾ, ದಿಟದ ನಾಗರ ಕಂಡರೆ ಕೊಲ್ಲು ಕೊಲ್ಲು ಎಂಬರಯ್ಯಾ ಎಂಬ ವಚನದ ಮೂಲಕ ಸಮಾಜದ ದ್ವಂದ್ವವನ್ನು ಬಯಲಿಗೆಳೆದರು. ಉಳ್ಳವರು ಶಿವಾಲಯವ ಮಾಡುವರು, ನಾನೇನು ಮಾಡಲಿ ಬಡವನಯ್ಯಾ ಎಂದು ಹೇಳುತ್ತಾ ದೇಹವೇ ದೇಗುಲ ಎಂಬ ಹೊಸ ದರ್ಶನ ನೀಡಿದರು. ಬಸವಣ್ಣನವರು ಅಂತರ್ಜಾತಿ ವಿವಾಹಕ್ಕೆ ಬೆಂಬಲ ನೀಡಿದ್ದು ಅಂದಿನ ಸಮಾಜದಲ್ಲಿ ಕ್ರಾಂತಿಕಾರಿ ಹೆಜ್ಜೆಯಾಗಿತ್ತು. ಇದರಿಂದ ಕಲ್ಯಾಣದಲ್ಲಿ ಸಂಘರ್ಷ ಉಂಟಾಯಿತು. ಆದರೂ ಅವರ ತತ್ವಗಳು ನಾಶವಾಗಲಿಲ್ಲ. ಶರಣರು ವಚನ ಕಟ್ಟುಗಳನ್ನು ರಕ್ಷಿಸಿ ನಾಡಿನ ಮೂಲೆಮೂಲೆಗೆ ಕೊಂಡೊಯ್ದರು. ಇಂದು ಆ ವಚನಗಳು ಕನ್ನಡದ ಅಮೂಲ್ಯ ಆಸ್ತಿಯಾಗಿವೆ. ಬಸವಣ್ಣ ಹೇಳಿದ ಸತ್ಯ, ಶುದ್ಧ ಕಾಯಕ, ಸಮಾನತೆ, ದಾಸೋಹ ತತ್ವಗಳು ಜಾಗತೀಕರಣದ ಯುಗದಲ್ಲೂ ಮಾರ್ಗದರ್ಶಿಯಾಗಿವೆ. ಸ್ವಾರ್ಥ, ಭ್ರಷ್ಟಾಚಾರ, ಅಸಹಿಷ್ಣುತೆ ಹೆಚ್ಚುತ್ತಿರುವ ಇಂದಿನ ಕಾಲದಲ್ಲಿ ಅವರ ವಚನಗಳ ಓದು ಮನಸ್ಸಿಗೆ ಶಾಂತಿ ನೀಡುತ್ತದೆ. ಬದುಕಿನ ಅರ್ಥವನ್ನು ತಿಳಿಸಿಕೊಡುತ್ತದೆ. bbox=[686, 180, 898, 349]
author-mobile: ಮೊ : 9686677284 bbox=[354, 106, 448, 117]
news-headline: ಮೈಸೂರಲ್ಲಿ ಡಾ.ಶಿವಕುಮಾರ ಸ್ವಾಮೀಜಿಗಳಿಗೆ ಗುರುವಂದನಾ ಕಾರ್ಯಕ್ರಮ bbox=[322, 944, 874, 972]
letter-3-sign: – ಎಂ.ಆರ್.ಗೋಪಾಲಕೃಷ್ಣ(ಚಿ.ಕೆ.), ಮೈಸೂರು. bbox=[176, 1142, 290, 1151]
photo2-caption: ಗುರುವಂದನಾ ಕಾರ್ಯಕ್ರಮದ ಅಂಗವಾಗಿ ಡಾ.ಶಿವಕುಮಾರ ಸ್ವಾಮೀಜಿ ಅವರ ಪುತ್ಥಳಿಯ ಮೆರವಣಿಗೆ ನಡೆಯಿತು. ಸುತ್ತೂರು ಶ್ರೀಗಳು ಹಾಗೂ ಇತರ ಸ್ವಾಮೀಜಿಗಳು ಪಾಲ್ಗೊಂಡರು. bbox=[662, 1148, 879, 1166]
news-photo-2 bbox=[662, 1002, 902, 1146]
cyan-dot bbox=[887, 1404, 894, 1411]
joke-q2 bbox=[52, 148, 286, 158]
